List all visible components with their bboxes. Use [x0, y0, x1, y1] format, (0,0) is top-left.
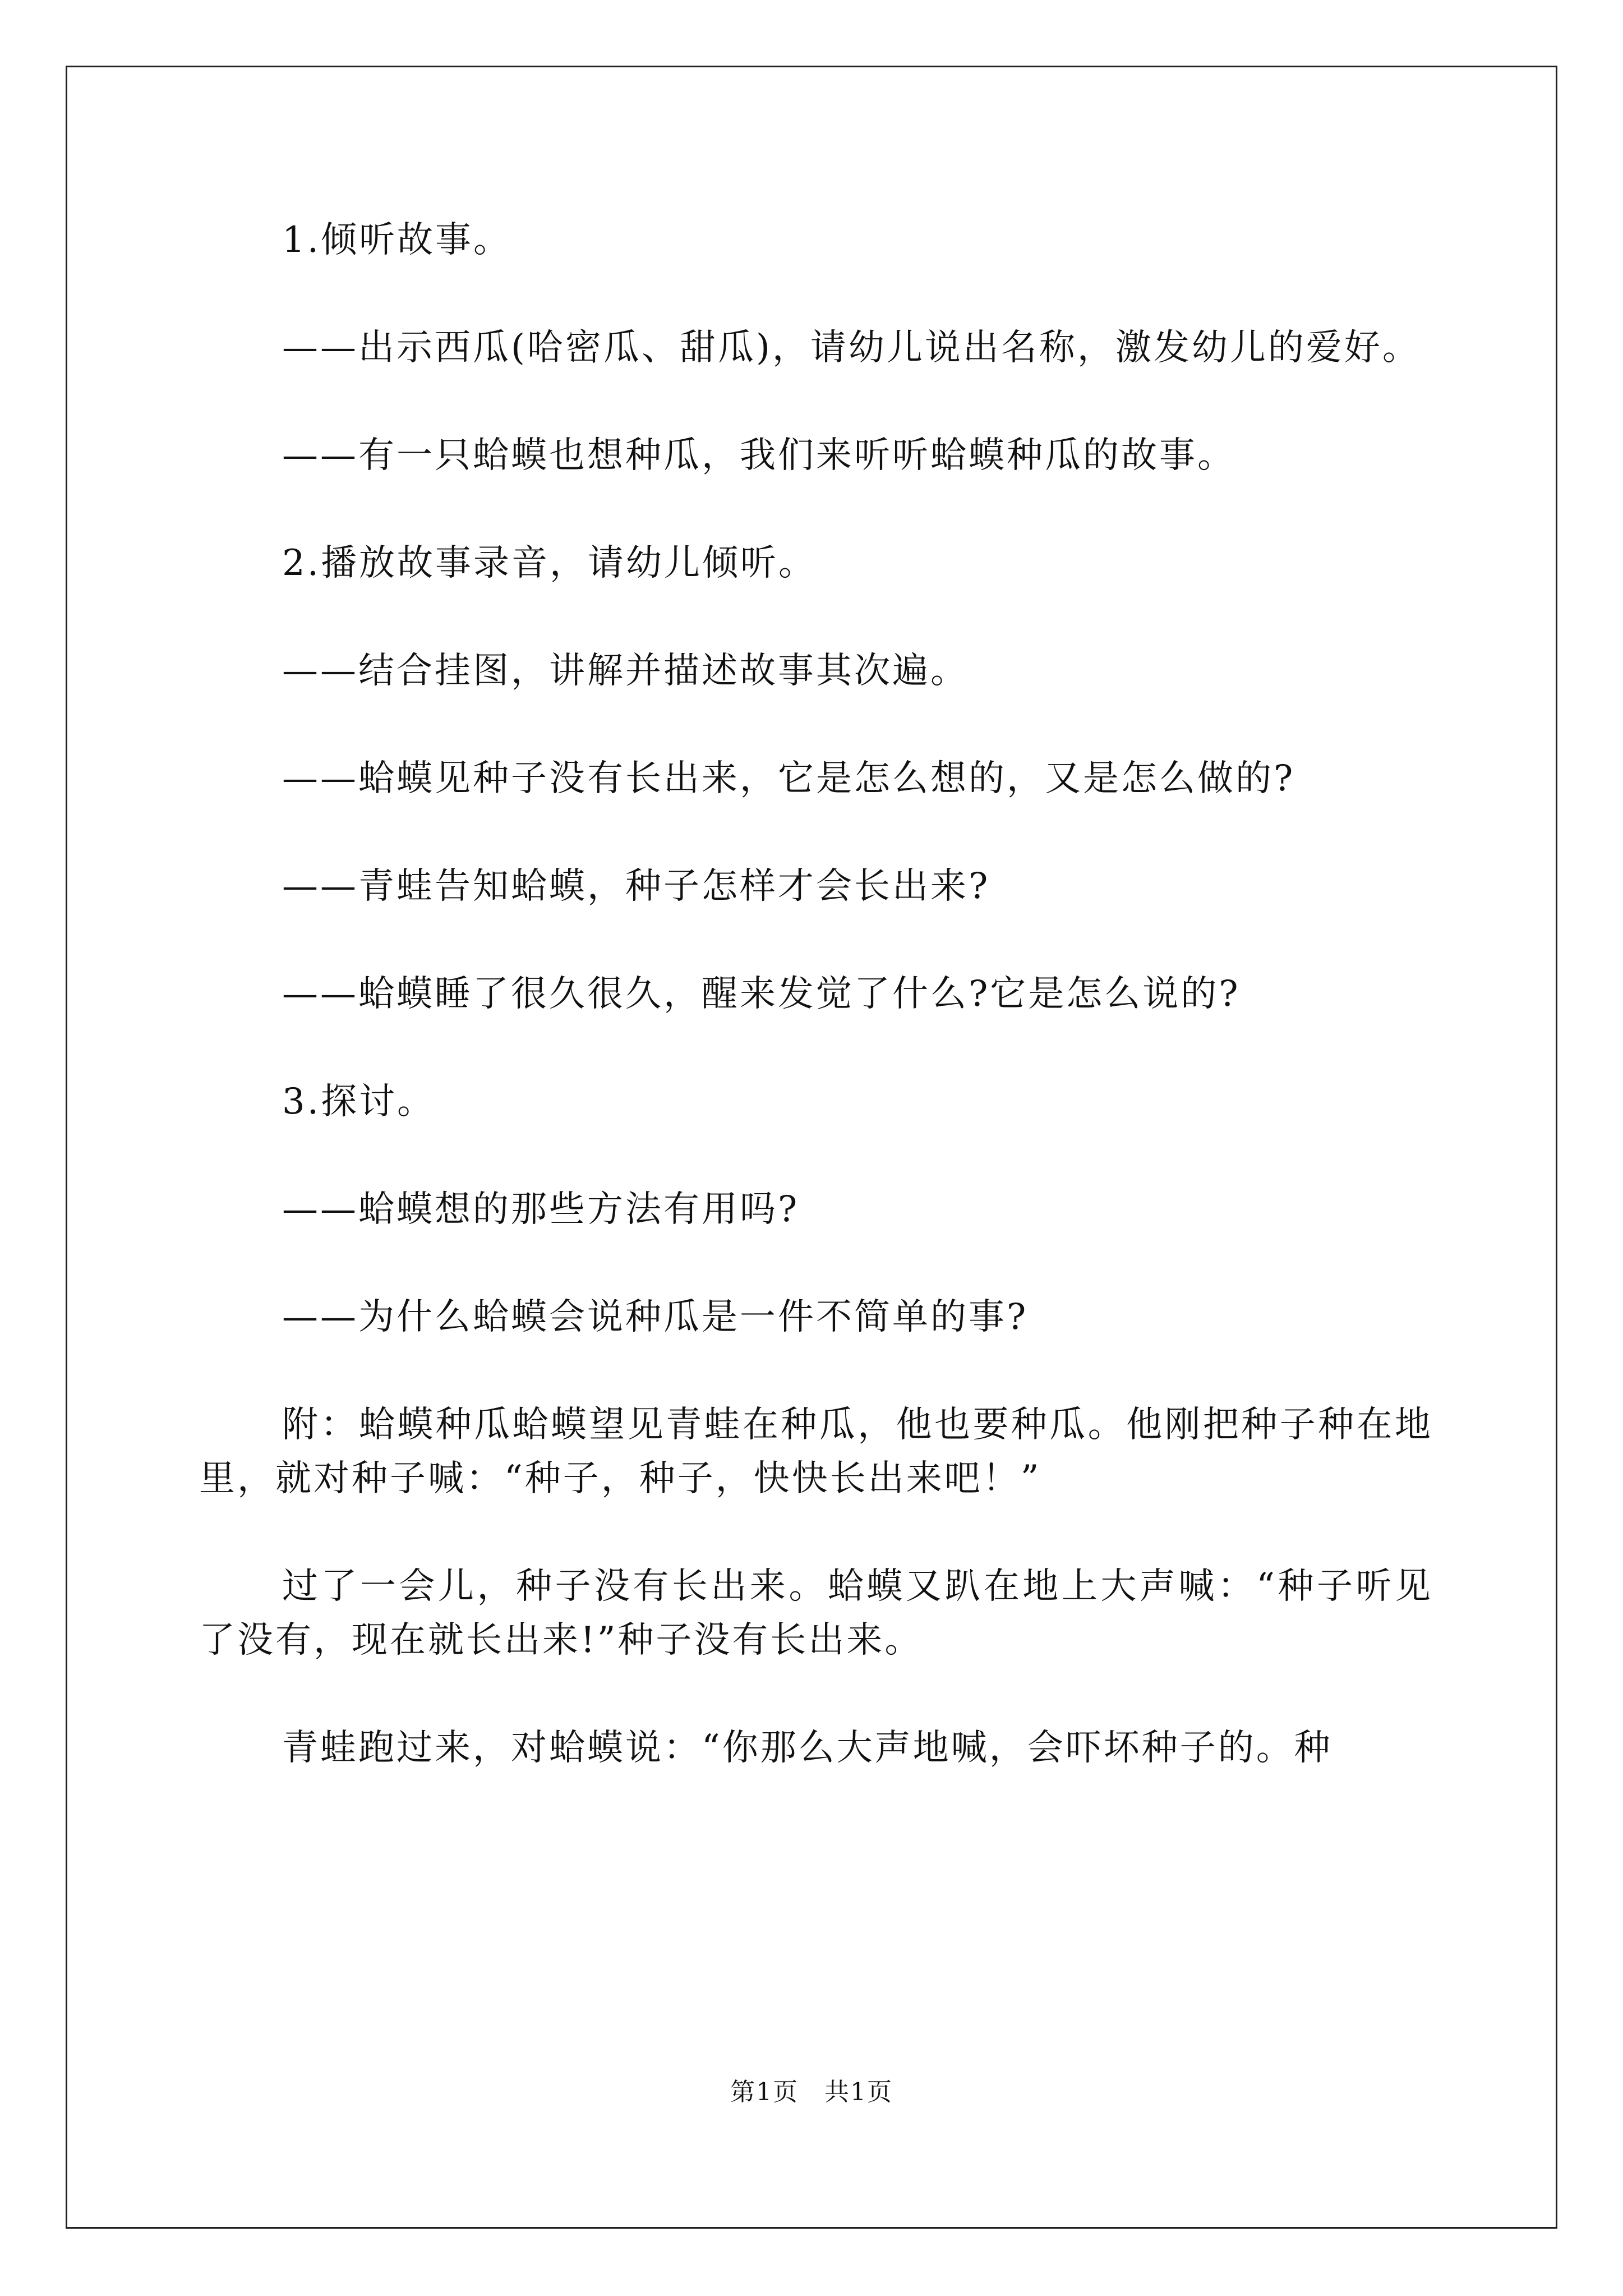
paragraph-7: ——青蛙告知蛤蟆，种子怎样才会长出来? — [282, 866, 990, 907]
paragraph-5: ——结合挂图，讲解并描述故事其次遍。 — [282, 650, 969, 692]
paragraph-4: 2.播放故事录音，请幼儿倾听。 — [282, 542, 817, 584]
paragraph-10: ——蛤蟆想的那些方法有用吗? — [282, 1189, 800, 1230]
paragraph-8: ——蛤蟆睡了很久很久，醒来发觉了什么?它是怎么说的? — [282, 973, 1241, 1015]
document-body — [199, 213, 1433, 1829]
paragraph-9: 3.探讨。 — [282, 1081, 436, 1122]
paragraph-1: 1.倾听故事。 — [282, 219, 512, 261]
paragraph-13: 过了一会儿，种子没有长出来。蛤蟆又趴在地上大声喊：“种子听见了没有，现在就长出来!”种子没有长出来。 — [199, 1566, 1433, 1661]
paragraph-12: 附：蛤蟆种瓜蛤蟆望见青蛙在种瓜，他也要种瓜。他刚把种子种在地里，就对种子喊：“种子，种子，快快长出来吧！” — [199, 1404, 1433, 1499]
paragraph-2: ——出示西瓜(哈密瓜、甜瓜)，请幼儿说出名称，激发幼儿的爱好。 — [282, 327, 1421, 369]
paragraph-11: ——为什么蛤蟆会说种瓜是一件不简单的事? — [282, 1296, 1029, 1338]
page-footer: 第1页 共1页 — [730, 2078, 893, 2106]
paragraph-3: ——有一只蛤蟆也想种瓜，我们来听听蛤蟆种瓜的故事。 — [282, 435, 1235, 476]
paragraph-6: ——蛤蟆见种子没有长出来，它是怎么想的，又是怎么做的? — [282, 758, 1295, 799]
paragraph-14: 青蛙跑过来，对蛤蟆说：“你那么大声地喊，会吓坏种子的。种 — [282, 1727, 1332, 1769]
